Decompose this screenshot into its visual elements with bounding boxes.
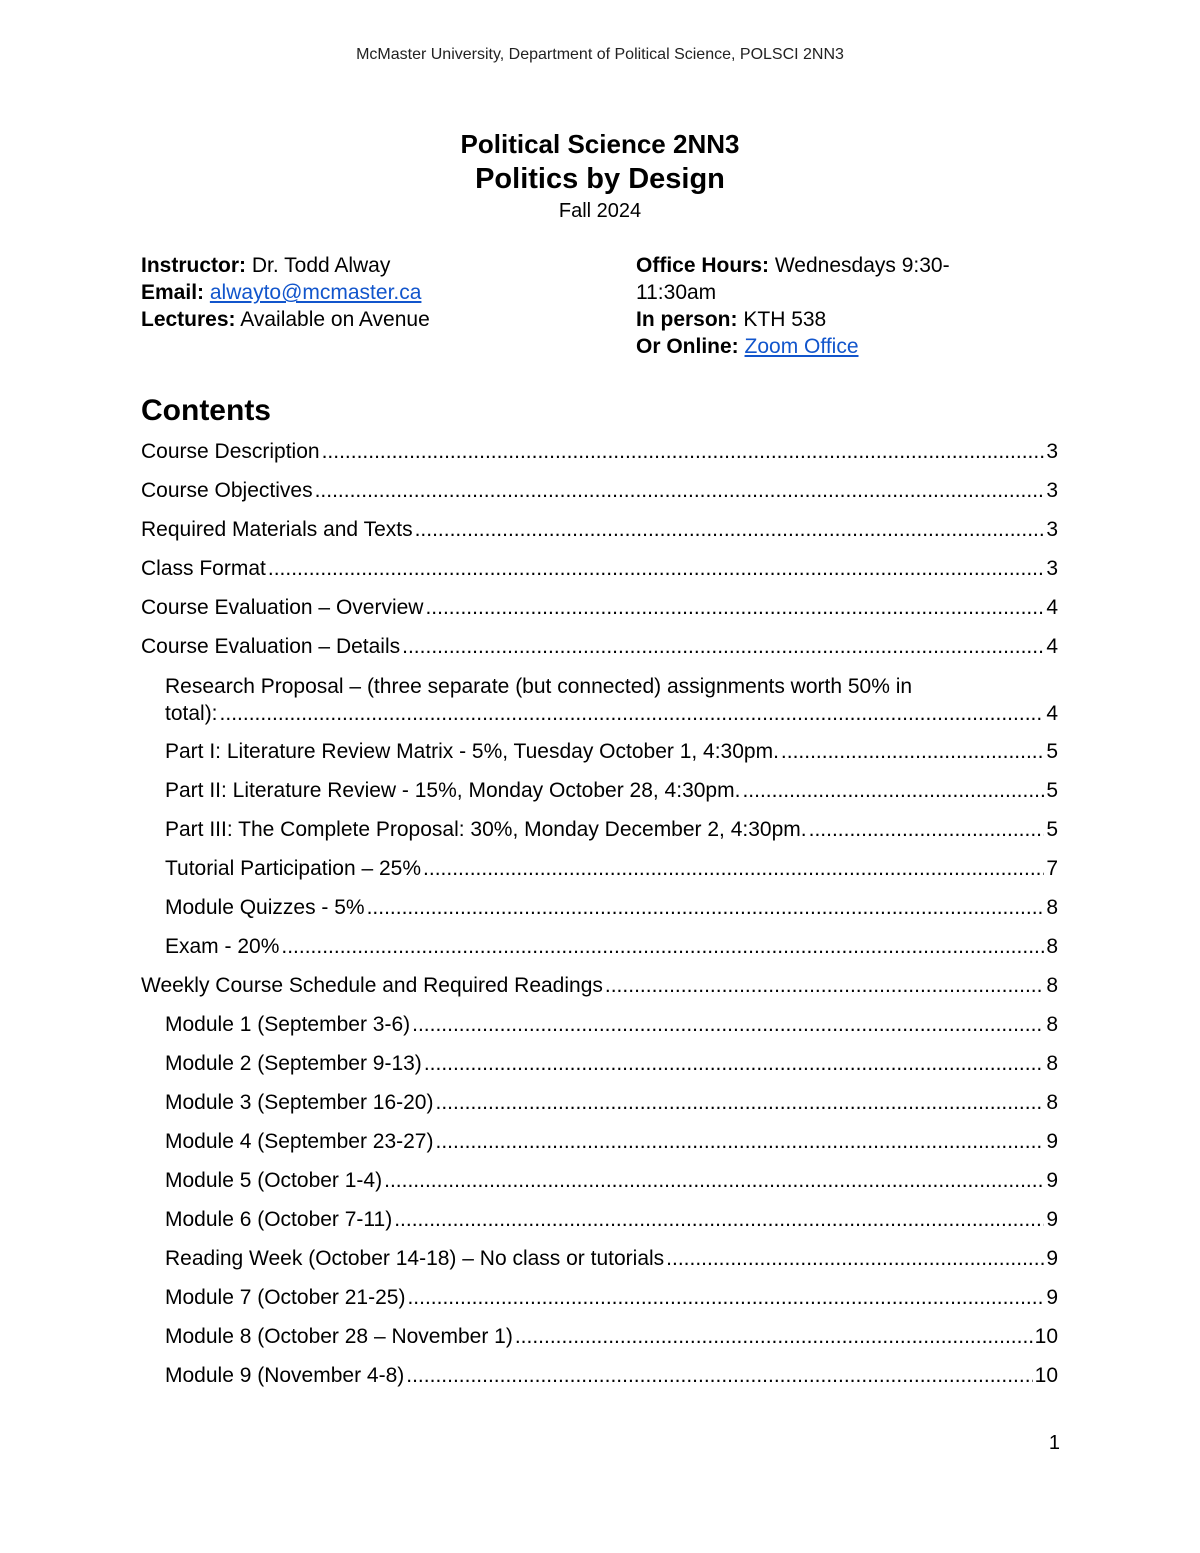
toc-leader — [384, 1168, 1044, 1194]
toc-leader — [322, 439, 1045, 465]
toc-entry-module-6[interactable] — [141, 1206, 1058, 1245]
toc-entry-text-continued: total): — [165, 702, 218, 725]
toc-page-number: 7 — [1046, 857, 1058, 880]
toc-entry-exam[interactable] — [141, 933, 1058, 972]
toc-leader — [406, 1363, 1032, 1389]
toc-page-number: 9 — [1046, 1130, 1058, 1153]
toc-entry-module-3[interactable] — [141, 1089, 1058, 1128]
toc-leader — [605, 973, 1044, 999]
toc-leader — [407, 1285, 1044, 1311]
toc-entry-evaluation-details[interactable] — [141, 633, 1058, 672]
toc-entry-text: Module 2 (September 9-13) — [165, 1052, 422, 1075]
toc-entry-tutorial-participation[interactable] — [141, 855, 1058, 894]
toc-page-number: 5 — [1046, 818, 1058, 841]
toc-leader — [515, 1324, 1033, 1350]
email-label: Email: — [141, 281, 205, 304]
toc-leader — [281, 934, 1044, 960]
lectures-line — [141, 306, 601, 333]
toc-entry-part-2[interactable] — [141, 777, 1058, 816]
toc-leader — [424, 1051, 1045, 1077]
toc-leader — [367, 895, 1045, 921]
toc-entry-course-description[interactable] — [141, 438, 1058, 477]
toc-entry-text: Course Description — [141, 440, 320, 463]
toc-leader — [315, 478, 1045, 504]
toc-page-number: 10 — [1034, 1325, 1058, 1348]
toc-leader — [402, 634, 1044, 660]
toc-leader — [435, 1090, 1044, 1116]
instructor-info — [141, 252, 601, 333]
toc-page-number: 4 — [1046, 596, 1058, 619]
running-header: McMaster University, Department of Political Science, POLSCI 2NN3 — [356, 46, 844, 63]
toc-entry-text: Part II: Literature Review - 15%, Monday October 28, 4:30pm. — [165, 779, 741, 802]
toc-entry-module-4[interactable] — [141, 1128, 1058, 1167]
toc-leader — [666, 1246, 1044, 1272]
toc-entry-reading-week[interactable] — [141, 1245, 1058, 1284]
toc-page-number: 9 — [1046, 1247, 1058, 1270]
email-link[interactable]: alwayto@mcmaster.ca — [209, 281, 422, 304]
toc-entry-text: Weekly Course Schedule and Required Readings — [141, 974, 603, 997]
toc-leader — [412, 1012, 1044, 1038]
toc-page-number: 3 — [1046, 440, 1058, 463]
toc-entry-text: Module 4 (September 23-27) — [165, 1130, 434, 1153]
toc-page-number: 9 — [1046, 1286, 1058, 1309]
toc-page-number: 3 — [1046, 479, 1058, 502]
toc-entry-part-3[interactable] — [141, 816, 1058, 855]
in-person-line — [636, 306, 1016, 333]
toc-entry-text: Class Format — [141, 557, 266, 580]
toc-entry-text: Tutorial Participation – 25% — [165, 857, 422, 880]
toc-entry-text: Course Objectives — [141, 479, 313, 502]
toc-entry-class-format[interactable] — [141, 555, 1058, 594]
toc-leader — [781, 739, 1044, 765]
course-code-title: Political Science 2NN3 — [460, 129, 740, 159]
in-person-value: KTH 538 — [743, 308, 827, 331]
toc-entry-course-objectives[interactable] — [141, 477, 1058, 516]
course-name-title: Politics by Design — [475, 163, 725, 195]
title-block — [0, 128, 1200, 225]
toc-page-number: 8 — [1046, 974, 1058, 997]
toc-leader — [268, 556, 1044, 582]
term-label: Fall 2024 — [558, 200, 642, 222]
toc-entry-text: Module 3 (September 16-20) — [165, 1091, 434, 1114]
toc-leader — [423, 856, 1044, 882]
toc-page-number: 8 — [1046, 935, 1058, 958]
instructor-line — [141, 252, 601, 279]
toc-page-number: 8 — [1046, 1091, 1058, 1114]
toc-entry-text: Module 8 (October 28 – November 1) — [165, 1325, 513, 1348]
toc-entry-part-1[interactable] — [141, 738, 1058, 777]
toc-leader — [220, 700, 1045, 727]
lectures-value: Available on Avenue — [240, 308, 430, 331]
online-line — [636, 333, 1016, 360]
toc-page-number: 10 — [1034, 1364, 1058, 1387]
office-hours-info — [636, 252, 1016, 360]
toc-entry-text: Module 7 (October 21-25) — [165, 1286, 406, 1309]
toc-leader — [742, 778, 1044, 804]
toc-page-number: 4 — [1046, 702, 1058, 725]
office-hours-label: Office Hours: — [636, 254, 770, 277]
toc-entry-text: Module 6 (October 7-11) — [165, 1208, 393, 1231]
toc-entry-module-7[interactable] — [141, 1284, 1058, 1323]
office-hours-value: Wednesdays 9:30- — [774, 254, 950, 277]
toc-entry-text: Reading Week (October 14-18) – No class or tutorials — [165, 1247, 665, 1270]
toc-page-number: 9 — [1046, 1169, 1058, 1192]
toc-page-number: 3 — [1046, 557, 1058, 580]
toc-leader — [415, 517, 1045, 543]
toc-leader — [435, 1129, 1044, 1155]
toc-entry-module-5[interactable] — [141, 1167, 1058, 1206]
toc-page-number: 8 — [1046, 1013, 1058, 1036]
toc-entry-text: Module 1 (September 3-6) — [165, 1013, 411, 1036]
toc-entry-module-9[interactable] — [141, 1362, 1058, 1401]
toc-entry-evaluation-overview[interactable] — [141, 594, 1058, 633]
toc-entry-module-2[interactable] — [141, 1050, 1058, 1089]
zoom-office-link[interactable]: Zoom Office — [744, 335, 859, 358]
toc-entry-required-materials[interactable] — [141, 516, 1058, 555]
toc-page-number: 3 — [1046, 518, 1058, 541]
toc-page-number: 5 — [1046, 779, 1058, 802]
office-hours-line — [636, 252, 1016, 279]
toc-entry-weekly-schedule[interactable] — [141, 972, 1058, 1011]
office-hours-continued: 11:30am — [636, 281, 717, 304]
toc-page-number: 9 — [1046, 1208, 1058, 1231]
toc-entry-text: Exam - 20% — [165, 935, 280, 958]
toc-entry-module-1[interactable] — [141, 1011, 1058, 1050]
toc-leader — [425, 595, 1044, 621]
online-label: Or Online: — [636, 335, 739, 358]
table-of-contents — [141, 438, 1058, 1401]
instructor-value: Dr. Todd Alway — [251, 254, 391, 277]
toc-entry-text: Course Evaluation – Overview — [141, 596, 424, 619]
toc-page-number: 8 — [1046, 896, 1058, 919]
toc-entry-research-proposal[interactable] — [141, 672, 1058, 725]
page-number: 1 — [1048, 1432, 1060, 1454]
toc-page-number: 5 — [1046, 740, 1058, 763]
toc-page-number: 8 — [1046, 1052, 1058, 1075]
toc-entry-text: Module 9 (November 4-8) — [165, 1364, 405, 1387]
toc-entry-module-quizzes[interactable] — [141, 894, 1058, 933]
toc-leader — [394, 1207, 1044, 1233]
email-line — [141, 279, 601, 306]
toc-entry-text: Course Evaluation – Details — [141, 635, 401, 658]
toc-entry-text: Research Proposal – (three separate (but connected) assignments worth 50% in — [165, 675, 913, 698]
instructor-label: Instructor: — [141, 254, 246, 277]
toc-entry-module-8[interactable] — [141, 1323, 1058, 1362]
toc-page-number: 4 — [1046, 635, 1058, 658]
contents-heading: Contents — [141, 394, 271, 427]
toc-leader — [809, 817, 1045, 843]
toc-entry-text: Part I: Literature Review Matrix - 5%, Tuesday October 1, 4:30pm. — [165, 740, 779, 763]
lectures-label: Lectures: — [141, 308, 236, 331]
toc-entry-text: Required Materials and Texts — [141, 518, 413, 541]
toc-entry-text: Module Quizzes - 5% — [165, 896, 365, 919]
toc-entry-text: Module 5 (October 1-4) — [165, 1169, 383, 1192]
toc-entry-text: Part III: The Complete Proposal: 30%, Monday December 2, 4:30pm. — [165, 818, 807, 841]
in-person-label: In person: — [636, 308, 738, 331]
